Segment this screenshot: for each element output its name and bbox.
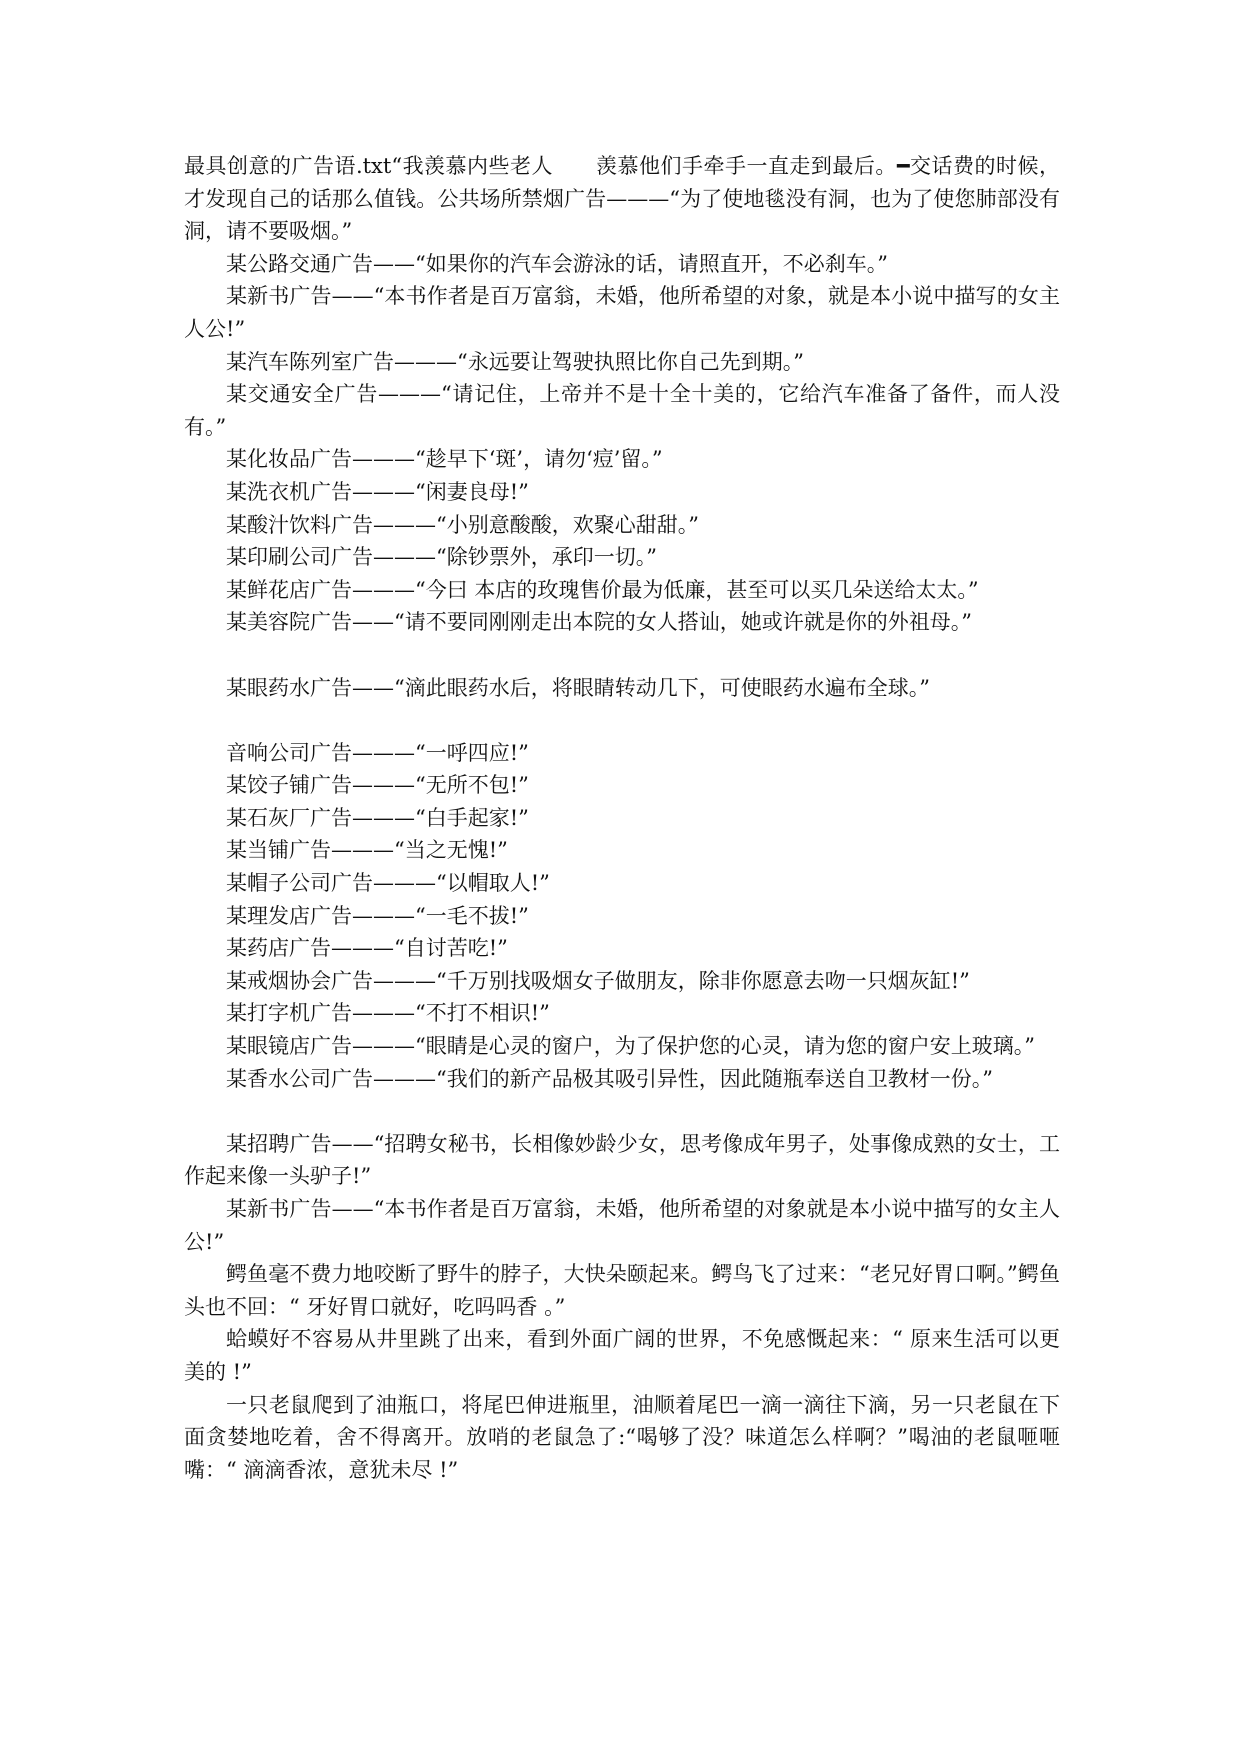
blank-line xyxy=(184,639,1060,672)
paragraph-cosmetics-ad: 某化妆品广告———“趁早下‘斑’，请勿‘痘’留。” xyxy=(226,447,663,472)
paragraph-eye-drops-ad: 某眼药水广告——“滴此眼药水后，将眼睛转动几下，可使眼药水遍布全球。” xyxy=(226,675,930,700)
paragraph-intro: 最具创意的广告语.txt“我羡慕内些老人 羡慕他们手牵手一直走到最后。━交话费的时候，才发现自己的话那么值钱。公共场所禁烟广告———“为了使地毯没有洞，也为了使您肺部没有洞，请不要吸烟。” xyxy=(184,154,1060,244)
blank-line xyxy=(184,1095,1060,1128)
paragraph-beauty-salon-ad: 某美容院广告——“请不要同刚刚走出本院的女人搭讪，她或许就是你的外祖母。” xyxy=(226,610,972,635)
paragraph-pharmacy-ad: 某药店广告———“自讨苦吃!” xyxy=(226,936,508,961)
paragraph-perfume-ad: 某香水公司广告———“我们的新产品极其吸引异性，因此随瓶奉送自卫教材一份。” xyxy=(226,1066,993,1091)
blank-line xyxy=(184,704,1060,737)
paragraph-printing-ad: 某印刷公司广告———“除钞票外，承印一切。” xyxy=(226,545,657,570)
paragraph-sour-drink-ad: 某酸汁饮料广告———“小别意酸酸，欢聚心甜甜。” xyxy=(226,512,699,537)
paragraph-toad-story: 蛤蟆好不容易从井里跳了出来，看到外面广阔的世界，不免感慨起来：“ 原来生活可以更美的 !” xyxy=(184,1327,1060,1384)
paragraph-washing-machine-ad: 某洗衣机广告———“闲妻良母!” xyxy=(226,479,529,504)
document-body xyxy=(184,150,1060,1486)
paragraph-pawnshop-ad: 某当铺广告———“当之无愧!” xyxy=(226,838,508,863)
paragraph-traffic-safety-ad: 某交通安全广告———“请记住，上帝并不是十全十美的，它给汽车准备了备件，而人没有。” xyxy=(184,382,1060,439)
paragraph-typewriter-ad: 某打字机广告———“不打不相识!” xyxy=(226,1001,550,1026)
paragraph-dumpling-shop-ad: 某饺子铺广告———“无所不包!” xyxy=(226,773,529,798)
paragraph-recruitment-ad: 某招聘广告——“招聘女秘书，长相像妙龄少女，思考像成年男子，处事像成熟的女士，工作起来像一头驴子!” xyxy=(184,1131,1060,1189)
paragraph-crocodile-story: 鳄鱼毫不费力地咬断了野牛的脖子，大快朵颐起来。鳄鸟飞了过来：“老兄好胃口啊。”鳄鱼头也不回：“ 牙好胃口就好，吃吗吗香 。” xyxy=(184,1262,1060,1319)
paragraph-road-traffic-ad: 某公路交通广告——“如果你的汽车会游泳的话，请照直开，不必刹车。” xyxy=(226,251,888,276)
paragraph-flower-shop-ad: 某鲜花店广告———“今曰 本店的玫瑰售价最为低廉，甚至可以买几朵送给太太。” xyxy=(226,577,979,602)
paragraph-anti-smoking-ad: 某戒烟协会广告———“千万别找吸烟女子做朋友，除非你愿意去吻一只烟灰缸!” xyxy=(226,968,970,993)
paragraph-optician-ad: 某眼镜店广告———“眼睛是心灵的窗户，为了保护您的心灵，请为您的窗户安上玻璃。” xyxy=(226,1034,1035,1059)
paragraph-new-book-ad-2: 某新书广告——“本书作者是百万富翁，未婚，他所希望的对象就是本小说中描写的女主人公!” xyxy=(184,1197,1060,1254)
paragraph-audio-company-ad: 音响公司广告———“一呼四应!” xyxy=(226,740,529,765)
paragraph-new-book-ad: 某新书广告——“本书作者是百万富翁，未婚，他所希望的对象，就是本小说中描写的女主人公!” xyxy=(184,284,1060,341)
paragraph-barbershop-ad: 某理发店广告———“一毛不拔!” xyxy=(226,903,529,928)
paragraph-car-showroom-ad: 某汽车陈列室广告———“永远要让驾驶执照比你自己先到期。” xyxy=(226,349,804,374)
paragraph-hat-company-ad: 某帽子公司广告———“以帽取人!” xyxy=(226,871,550,896)
paragraph-lime-factory-ad: 某石灰厂广告———“白手起家!” xyxy=(226,805,529,830)
paragraph-mouse-story: 一只老鼠爬到了油瓶口，将尾巴伸进瓶里，油顺着尾巴一滴一滴往下滴，另一只老鼠在下面贪婪地吃着，舍不得离开。放哨的老鼠急了:“喝够了没？味道怎么样啊？”喝油的老鼠咂咂嘴：“ 滴滴香浓，意犹未尽 !” xyxy=(184,1392,1060,1482)
